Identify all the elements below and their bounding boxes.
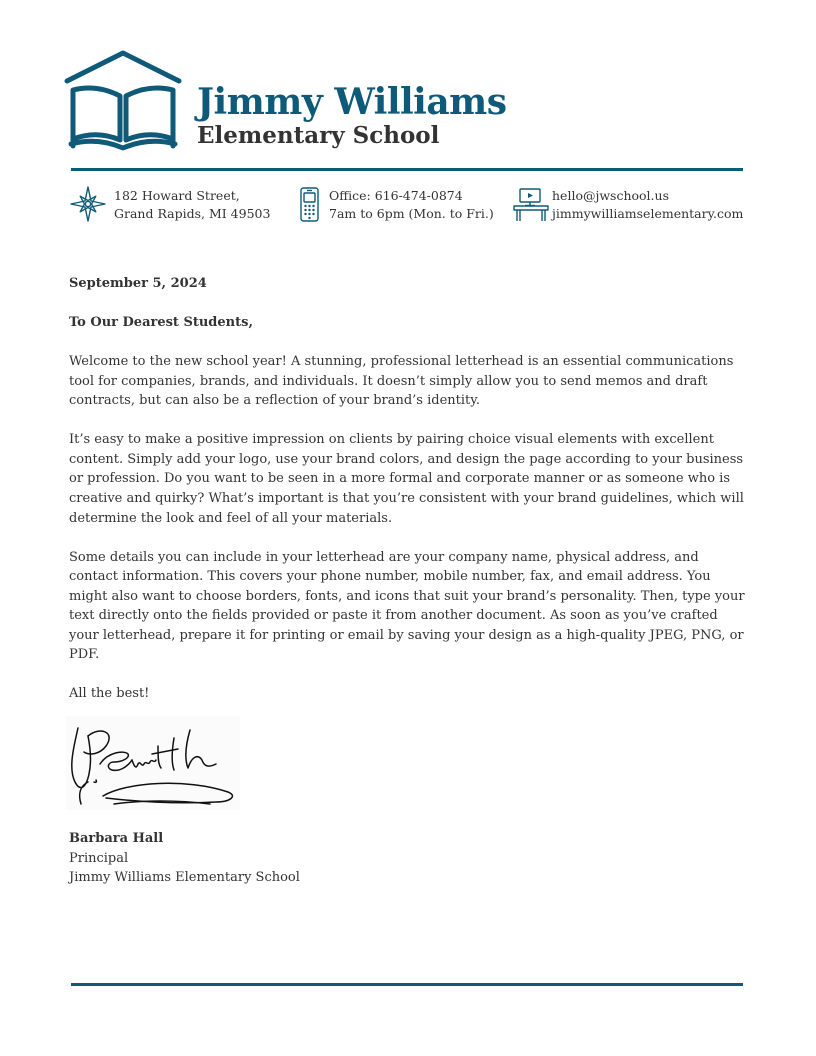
- signer-organization: Jimmy Williams Elementary School: [69, 870, 300, 886]
- signer-title: Principal: [69, 850, 129, 866]
- paragraph: Welcome to the new school year! A stunning, professional letterhead is an essential communications tool for companies, brands, and individuals. It doesn’t simply allow you to send memos and draft contracts, but can also be a reflection of your brand’s identity.: [69, 353, 734, 409]
- contact-address: [70, 186, 270, 223]
- website-address: jimmywilliamselementary.com: [552, 206, 744, 221]
- school-subtitle: Elementary School: [197, 122, 440, 149]
- handwritten-signature-icon: [66, 716, 240, 810]
- office-hours: 7am to 6pm (Mon. to Fri.): [329, 206, 494, 221]
- address-line-2: Grand Rapids, MI 49503: [114, 206, 271, 221]
- contact-online: [513, 186, 743, 223]
- office-phone: Office: 616-474-0874: [329, 188, 463, 203]
- salutation: To Our Dearest Students,: [69, 314, 253, 330]
- header-divider: [71, 168, 743, 171]
- letter-date: September 5, 2024: [69, 276, 207, 291]
- address-line-1: 182 Howard Street,: [114, 188, 240, 203]
- paragraph: It’s easy to make a positive impression on clients by pairing choice visual elements with excellent content. Simply add your logo, use your brand colors, and design the page according to your business or profession. Do you want to be seen in a more formal and corporate manner or as someone who is creative and quirky? What’s important is that you’re consistent with your brand guidelines, which will determine the look and feel of all your materials.: [69, 432, 744, 526]
- closing: All the best!: [69, 686, 150, 702]
- contact-phone: [298, 186, 494, 223]
- footer-divider: [71, 983, 743, 986]
- school-name: Jimmy Williams: [197, 81, 507, 123]
- compass-star-icon: [70, 186, 106, 222]
- email-address: hello@jwschool.us: [552, 188, 669, 203]
- signer-name: Barbara Hall: [69, 831, 164, 846]
- paragraph: Some details you can include in your letterhead are your company name, physical address, and contact information. This covers your phone number, mobile number, fax, and email address. You might also want to choose borders, fonts, and icons that suit your brand’s personality. Then, type your text directly onto the fields provided or paste it from another document. As soon as you’ve crafted your letterhead, prepare it for printing or email by saving your design as a high-quality JPEG, PNG, or PDF.: [69, 549, 745, 663]
- signature-block: [69, 829, 300, 888]
- open-book-house-icon: [64, 50, 182, 156]
- computer-desk-icon: [513, 186, 549, 222]
- letter-body: [69, 274, 749, 704]
